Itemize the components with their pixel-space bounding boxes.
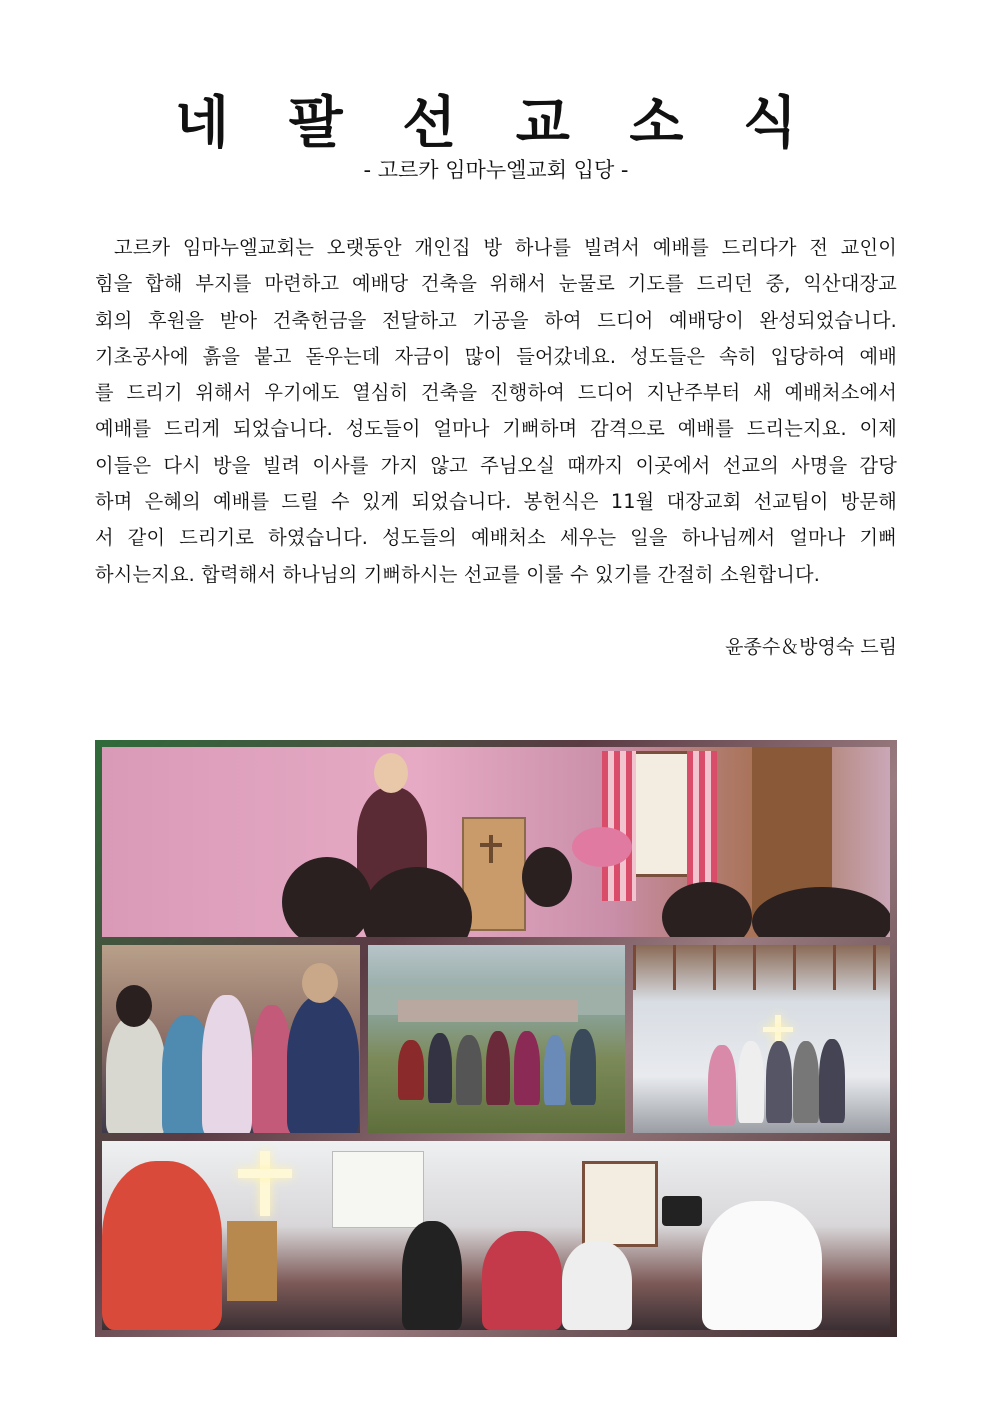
person	[402, 1221, 462, 1330]
body-line: 를 드리기 위해서 우기에도 열심히 건축을 진행하여 드디어 지난주부터 새 예배처소에서	[95, 381, 897, 405]
congregation-head	[662, 882, 752, 937]
person	[708, 1045, 736, 1125]
lit-cross	[260, 1151, 270, 1216]
person	[514, 1031, 540, 1105]
roof-trusses	[633, 945, 890, 990]
window	[582, 1161, 658, 1247]
congregation-head	[522, 847, 572, 907]
body-line: 하며 은혜의 예배를 드릴 수 있게 되었습니다. 봉헌식은 11월 대장교회 선교팀이 방문해	[95, 490, 897, 514]
person	[702, 1201, 822, 1330]
person	[106, 1015, 166, 1133]
body-line: 힘을 합해 부지를 마련하고 예배당 건축을 위해서 눈물로 기도를 드리던 중, 익산대장교	[95, 272, 897, 296]
person	[428, 1033, 452, 1103]
lit-cross	[763, 1027, 793, 1032]
person	[398, 1040, 424, 1100]
body-line: 이들은 다시 방을 빌려 이사를 가지 않고 주님오실 때까지 이곳에서 선교의 사명을 감당	[95, 453, 897, 477]
person	[562, 1241, 632, 1330]
buildings	[398, 1000, 578, 1022]
person-head	[116, 985, 152, 1027]
page-title: 네 팔 선 교 소 식	[174, 90, 818, 156]
photo-handover	[102, 945, 360, 1133]
body-line: 고르카 임마누엘교회는 오랫동안 개인집 방 하나를 빌려서 예배를 드리다가 전 교인이	[114, 236, 897, 259]
body-line: 회의 후원을 받아 건축헌금을 전달하고 기공을 하여 드디어 예배당이 완성되었습니다.	[95, 308, 897, 332]
page-subtitle: - 고르카 임마누엘교회 입당 -	[363, 158, 629, 182]
person	[202, 995, 252, 1133]
photo-worship	[102, 1141, 890, 1330]
person	[482, 1231, 562, 1330]
photo-preaching	[102, 747, 890, 937]
person	[287, 995, 359, 1133]
pulpit	[227, 1221, 277, 1301]
pulpit-cross	[480, 843, 502, 847]
article-body	[95, 230, 897, 593]
pulpit-cross	[489, 835, 493, 863]
preacher-head	[374, 753, 408, 793]
congregation-head	[282, 857, 372, 937]
lit-cross	[238, 1169, 292, 1178]
body-line: 예배를 드리게 되었습니다. 성도들이 얼마나 기뻐하며 감격으로 예배를 드리는지요. 이제	[95, 417, 897, 441]
person-head	[302, 963, 338, 1003]
body-line: 하시는지요. 합력해서 하나님의 기뻐하시는 선교를 이룰 수 있기를 간절히 소원합니다.	[95, 562, 821, 586]
person	[486, 1031, 510, 1105]
person	[456, 1035, 482, 1105]
photo-new-church	[633, 945, 890, 1133]
body-line: 서 같이 드리기로 하였습니다. 성도들의 예배처소 세우는 일을 하나님께서 얼마나 기뻐	[95, 526, 897, 550]
phone	[662, 1196, 702, 1226]
person	[766, 1041, 792, 1123]
wall-poster	[332, 1151, 424, 1228]
signature: 윤종수＆방영숙 드림	[725, 636, 897, 658]
person	[819, 1039, 845, 1123]
person	[793, 1041, 819, 1123]
person	[544, 1035, 566, 1105]
person	[102, 1161, 222, 1330]
body-line: 기초공사에 흙을 붙고 돋우는데 자금이 많이 들어갔네요. 성도들은 속히 입당하여 예배	[95, 344, 897, 368]
person	[252, 1005, 292, 1133]
photo-land	[368, 945, 625, 1133]
person	[738, 1041, 764, 1123]
flowers	[572, 827, 632, 867]
curtain	[687, 751, 717, 901]
curtain	[602, 751, 636, 901]
photo-collage	[95, 740, 897, 1337]
person	[570, 1029, 596, 1105]
